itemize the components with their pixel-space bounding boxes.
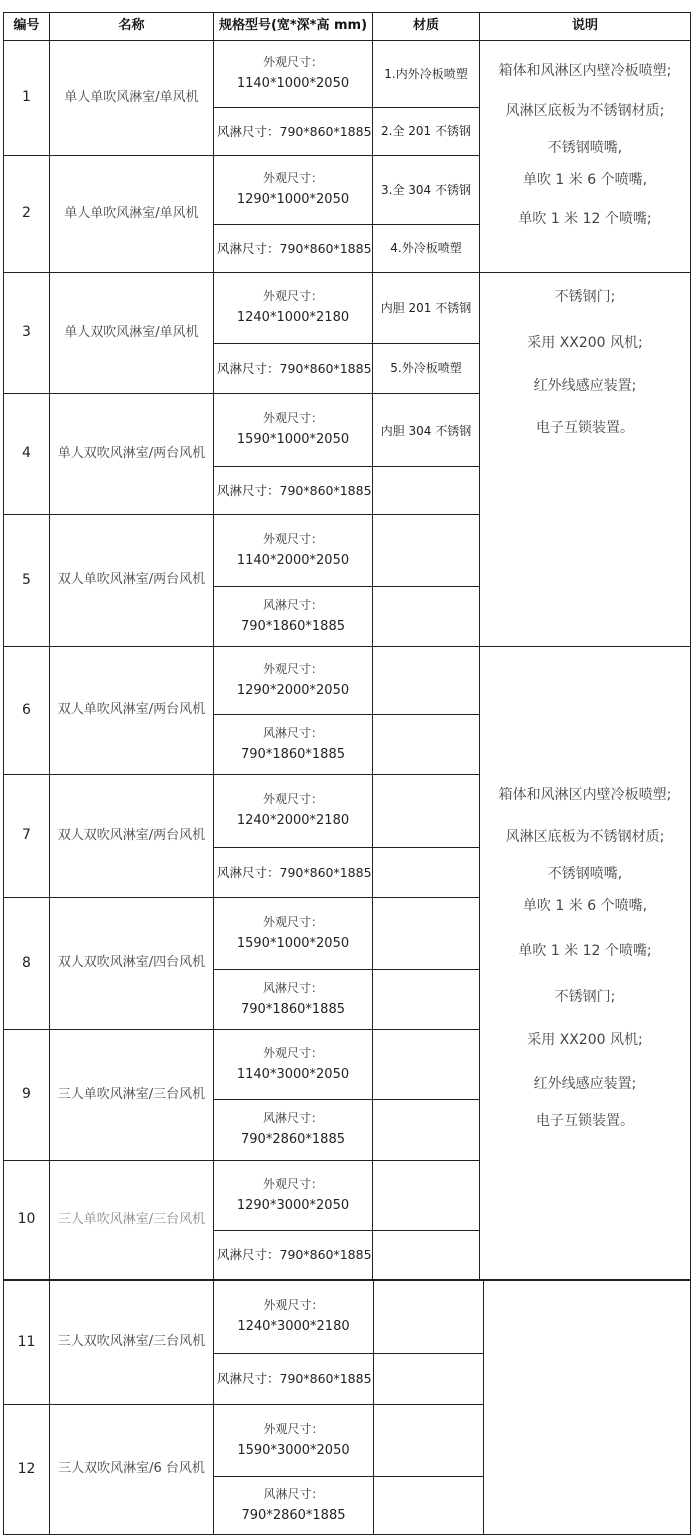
header-name: 名称 [49,12,214,41]
header-no: 编号 [3,12,50,41]
outer-size-value: 1140*3000*2050 [236,1066,350,1082]
outer-size-value: 1590*3000*2050 [237,1442,350,1458]
row-name: 三人双吹风淋室/三台风机 [49,1280,214,1405]
outer-size-label: 外观尺寸： [262,55,323,70]
note-line: 红外线感应装置; [533,1075,637,1092]
material-cell: 1.内外冷板喷塑 [372,40,480,108]
note-line: 采用 XX200 风机; [527,1032,643,1048]
shower-size-cell [213,466,373,515]
note-line: 采用 XX200 风机; [527,334,643,351]
material-cell-empty [372,847,480,898]
row-name: 双人双吹风淋室/四台风机 [49,897,214,1030]
shower-size-value: 790*2860*1885 [241,1132,345,1148]
shower-size-cell [213,847,373,898]
outer-size-cell [213,897,373,970]
outer-size-cell [213,514,373,587]
row-name: 三人双吹风淋室/6 台风机 [49,1404,214,1535]
shower-size-value: 790*1860*1885 [241,1001,345,1017]
row-number: 4 [3,393,50,515]
material-cell-empty [372,586,480,647]
shower-size-label: 风淋尺寸： [217,864,280,880]
note-line: 不锈钢门; [554,289,616,305]
outer-size-label: 外观尺寸： [262,792,323,807]
row-number: 1 [3,40,50,156]
shower-size-label: 风淋尺寸： [217,123,280,139]
shower-size-cell [213,1099,373,1161]
note-cell-empty [483,1280,691,1535]
note-line: 单吹 1 米 6 个喷嘴, [522,897,648,914]
shower-size-label: 风淋尺寸： [217,360,280,376]
outer-size-value: 1590*1000*2050 [236,432,350,448]
shower-size-cell [213,969,373,1030]
outer-size-cell [213,774,373,848]
shower-size-cell [213,1230,373,1280]
shower-size-label: 风淋尺寸： [217,1247,280,1263]
row-number: 8 [3,897,50,1030]
outer-size-label: 外观尺寸： [262,1045,323,1060]
material-cell-empty [372,774,480,848]
outer-size-cell [213,393,373,467]
shower-size-label: 风淋尺寸： [263,1486,324,1501]
material-cell [372,393,480,467]
shower-size-value: 790*860*1885 [279,1247,372,1263]
material-cell-empty [372,714,480,775]
outer-size-value: 1240*2000*2180 [236,813,350,829]
row-number: 10 [3,1160,50,1280]
row-name: 单人双吹风淋室/单风机 [49,272,214,394]
shower-size-label: 风淋尺寸： [217,482,280,498]
material-cell-empty [372,466,480,515]
shower-size-label: 风淋尺寸： [262,1111,323,1126]
outer-size-label: 外观尺寸： [262,171,323,186]
note-line: 单吹 1 米 6 个喷嘴, [522,171,648,188]
shower-size-cell [213,586,373,647]
material-cell-empty [373,1280,484,1354]
note-line: 风淋区底板为不锈钢材质; [505,102,665,119]
outer-size-cell [213,1280,374,1354]
shower-size-value: 790*860*1885 [279,360,372,376]
outer-size-value: 1290*2000*2050 [236,682,350,698]
material-cell-empty [373,1353,484,1405]
row-number: 9 [3,1029,50,1161]
outer-size-cell [213,272,373,344]
shower-size-label: 风淋尺寸： [262,597,323,612]
material-cell: 2.全 201 不锈钢 [372,107,480,156]
shower-size-cell [213,107,373,156]
row-name: 单人单吹风淋室/单风机 [49,155,214,273]
note-line: 不锈钢喷嘴, [547,140,623,156]
shower-size-cell [213,1476,374,1535]
outer-size-cell [213,155,373,225]
outer-size-cell [213,1404,374,1477]
row-name: 双人单吹风淋室/两台风机 [49,514,214,647]
row-number: 2 [3,155,50,273]
shower-size-cell [213,714,373,775]
material-cell-empty [372,514,480,587]
shower-size-label: 风淋尺寸： [262,980,323,995]
shower-size-value: 790*1860*1885 [241,746,345,762]
note-line: 风淋区底板为不锈钢材质; [505,828,665,845]
shower-size-label: 风淋尺寸： [217,1371,280,1387]
row-name: 双人单吹风淋室/两台风机 [49,646,214,775]
row-number: 11 [3,1280,50,1405]
material-cell: 5.外冷板喷塑 [372,343,480,394]
outer-size-value: 1290*1000*2050 [236,192,350,208]
outer-size-cell [213,1160,373,1231]
material-cell-empty [373,1476,484,1535]
note-cell [479,646,691,1280]
note-line: 箱体和风淋区内壁冷板喷塑; [498,787,672,803]
note-line: 不锈钢门; [554,988,616,1005]
note-line: 单吹 1 米 12 个喷嘴; [518,211,652,227]
row-number: 7 [3,774,50,898]
note-line: 电子互锁装置。 [536,419,634,436]
outer-size-cell [213,1029,373,1100]
outer-size-label: 外观尺寸： [262,914,323,929]
shower-size-value: 790*860*1885 [279,482,372,498]
header-material: 材质 [372,12,480,41]
shower-size-value: 790*1860*1885 [241,618,345,634]
outer-size-label: 外观尺寸： [262,531,323,546]
shower-size-label: 风淋尺寸： [262,725,323,740]
material-cell-empty [372,646,480,715]
outer-size-label: 外观尺寸： [263,1298,324,1313]
material-cell-empty [373,1404,484,1477]
row-name: 双人双吹风淋室/两台风机 [49,774,214,898]
material-cell: 3.全 304 不锈钢 [372,155,480,225]
outer-size-value: 1590*1000*2050 [236,935,350,951]
note-line: 箱体和风淋区内壁冷板喷塑; [498,63,672,79]
row-number: 6 [3,646,50,775]
row-name: 三人单吹风淋室/三台风机 [49,1029,214,1161]
outer-size-label: 外观尺寸： [262,661,323,676]
shower-size-value: 790*860*1885 [279,240,372,256]
material-cell-empty [372,1029,480,1100]
outer-size-label: 外观尺寸： [263,1421,324,1436]
outer-size-label: 外观尺寸： [262,289,323,304]
shower-size-value: 790*860*1885 [279,123,372,139]
outer-size-value: 1140*1000*2050 [236,76,350,92]
outer-size-value: 1140*2000*2050 [236,552,350,568]
note-cell [479,40,691,273]
row-number: 5 [3,514,50,647]
shower-size-cell [213,224,373,273]
outer-size-value: 1240*1000*2180 [236,310,350,326]
outer-size-label: 外观尺寸： [262,1176,323,1191]
note-line: 单吹 1 米 12 个喷嘴; [518,943,652,959]
outer-size-cell [213,646,373,715]
material-cell-empty [372,1160,480,1231]
outer-size-value: 1290*3000*2050 [236,1197,350,1213]
row-number: 3 [3,272,50,394]
header-note: 说明 [479,12,691,41]
outer-size-label: 外观尺寸： [262,411,323,426]
row-name: 单人双吹风淋室/两台风机 [49,393,214,515]
row-name: 单人单吹风淋室/单风机 [49,40,214,156]
row-number: 12 [3,1404,50,1535]
shower-size-label: 风淋尺寸： [217,240,280,256]
shower-size-value: 790*860*1885 [279,864,372,880]
material-cell-empty [372,969,480,1030]
shower-size-cell [213,1353,374,1405]
header-spec: 规格型号(宽*深*高 mm) [213,12,373,41]
material-cell-empty [372,1230,480,1280]
note-line: 电子互锁装置。 [536,1113,634,1129]
shower-size-value: 790*2860*1885 [241,1507,346,1523]
outer-size-cell [213,40,373,108]
material-text: 内胆 304 不锈钢 [380,424,472,438]
shower-size-cell [213,343,373,394]
shower-size-value: 790*860*1885 [279,1371,372,1387]
row-name: 三人单吹风淋室/三台风机 [49,1160,214,1280]
material-cell-empty [372,1099,480,1161]
material-cell: 4.外冷板喷塑 [372,224,480,273]
material-cell-empty [372,897,480,970]
material-cell: 内胆 201 不锈钢 [372,272,480,344]
note-line: 红外线感应装置; [533,378,637,394]
note-line: 不锈钢喷嘴, [547,866,623,882]
outer-size-value: 1240*3000*2180 [237,1319,350,1335]
note-cell [479,272,691,647]
